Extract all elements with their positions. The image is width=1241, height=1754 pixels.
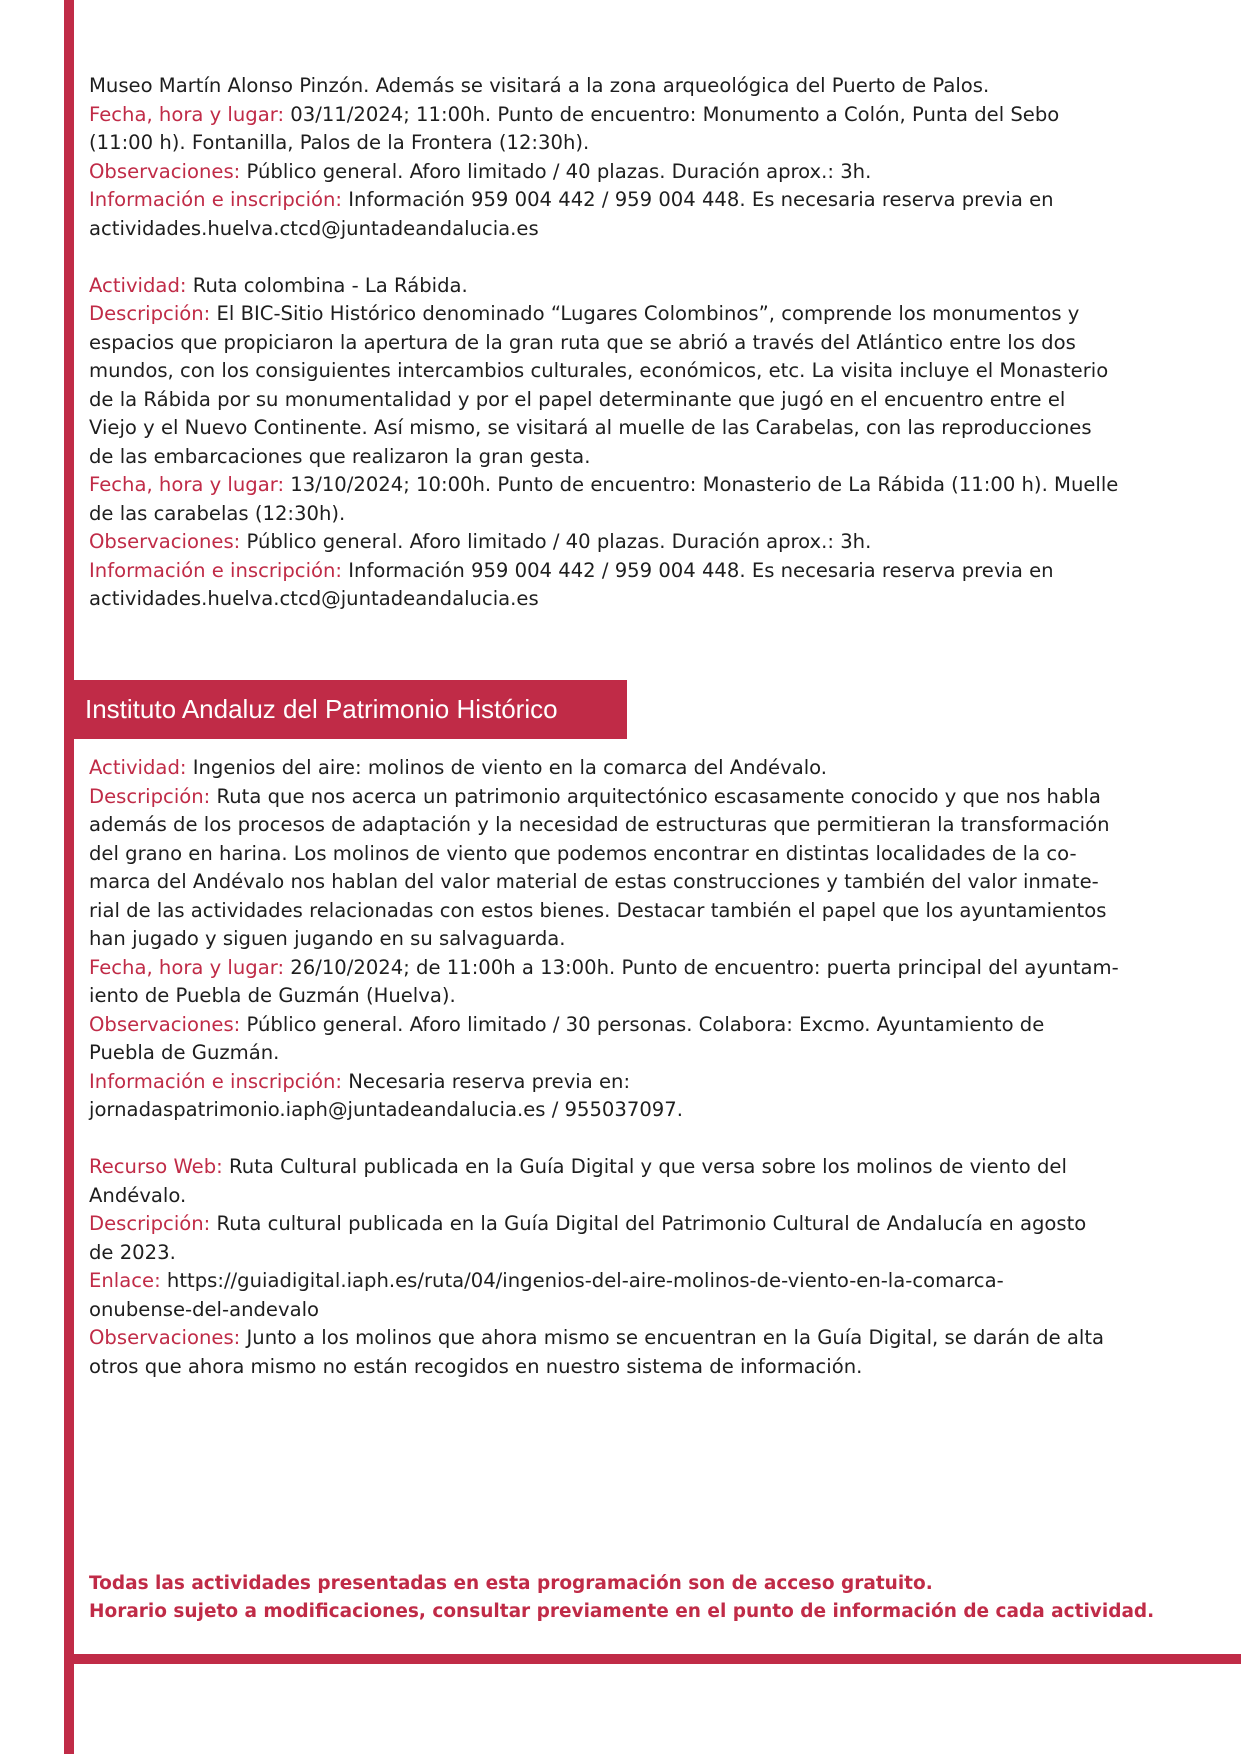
- field-label: Observaciones:: [89, 159, 241, 183]
- description-field: Descripción: Ruta cultural publicada en la Guía Digital del Patrimonio Cultural de Andalucía en agosto de 2023.: [89, 1212, 1087, 1264]
- activity-block-palos: [89, 72, 1179, 614]
- registration-field: Información e inscripción: Información 959 004 442 / 959 004 448. Es necesaria reserva previa en actividades.huelva.ctcd@juntadeandalucia.es: [89, 557, 1179, 614]
- registration-field: Información e inscripción: Información 959 004 442 / 959 004 448. Es necesaria reserva previa en actividades.huelva.ctcd@juntadeandalucia.es: [89, 186, 1179, 243]
- field-label: Información e inscripción:: [89, 1069, 343, 1093]
- field-label: Actividad:: [89, 756, 187, 779]
- free-access-note: Todas las actividades presentadas en esta programación son de acceso gratuito.: [89, 1573, 933, 1594]
- description-field: Descripción: Ruta que nos acerca un patrimonio arquitectónico escasamente conocido y que nos habla además de los procesos de adaptación y la necesidad de estructuras que permitieran la transformación del grano en harina. Los molinos de viento que podemos encontrar en distintas localidades de la co- marca del Andévalo nos hablan del valor material de estas construcciones y también del valor inmate- rial de las actividades relacionadas con estos bienes. Destacar también el papel que los ayuntamientos han jugado y siguen jugando en su salvaguarda.: [89, 784, 1110, 950]
- footer-notice: [89, 1570, 1189, 1626]
- field-label: Observaciones:: [89, 1326, 241, 1349]
- observations-field: Observaciones: Público general. Aforo limitado / 40 plazas. Duración aprox.: 3h.: [89, 159, 872, 183]
- activity-block-iaph: [89, 754, 1179, 1381]
- continuation-text: Museo Martín Alonso Pinzón. Además se visitará a la zona arqueológica del Puerto de Palos.: [89, 74, 990, 97]
- field-label: Descripción:: [89, 1212, 211, 1235]
- field-label: Recurso Web:: [89, 1155, 223, 1178]
- section-title-iaph: Instituto Andaluz del Patrimonio Histórico: [64, 680, 627, 739]
- left-accent-bar: [64, 0, 74, 1754]
- field-label: Descripción:: [89, 784, 211, 808]
- field-label: Observaciones:: [89, 530, 241, 553]
- field-label: Fecha, hora y lugar:: [89, 955, 285, 979]
- field-label: Fecha, hora y lugar:: [89, 102, 285, 126]
- observations-field: Observaciones: Público general. Aforo limitado / 30 personas. Colabora: Excmo. Ayuntamiento de Puebla de Guzmán.: [89, 1012, 1045, 1064]
- field-label: Actividad:: [89, 273, 187, 297]
- schedule-field: Fecha, hora y lugar: 26/10/2024; de 11:00h a 13:00h. Punto de encuentro: puerta principal del ayuntam- iento de Puebla de Guzmán (Huelva).: [89, 955, 1119, 1007]
- schedule-field: Fecha, hora y lugar: 03/11/2024; 11:00h. Punto de encuentro: Monumento a Colón, Punta del Sebo (11:00 h). Fontanilla, Palos de la Frontera (12:30h).: [89, 102, 1060, 154]
- field-label: Fecha, hora y lugar:: [89, 473, 285, 496]
- description-field: Descripción: El BIC-Sitio Histórico denominado “Lugares Colombinos”, comprende los monumentos y espacios que propiciaron la apertura de la gran ruta que se abrió a través del Atlántico entre los dos mundos, con los consiguientes intercambios culturales, económicos, etc. La visita incluye el Monasterio de la Rábida por su monumentalidad y por el papel determinante que jugó en el encuentro entre el Viejo y el Nuevo Continente. Así mismo, se visitará al muelle de las Carabelas, con las reproducciones de las embarcaciones que realizaron la gran gesta.: [89, 302, 1109, 468]
- email-link[interactable]: jornadaspatrimonio.iaph@juntadeandalucia.es / 955037097.: [89, 1098, 683, 1121]
- bottom-accent-rule: [64, 1654, 1241, 1664]
- activity-field: Actividad: Ruta colombina - La Rábida.: [89, 273, 468, 297]
- registration-field: Información e inscripción: Necesaria reserva previa en: jornadaspatrimonio.iaph@juntadeandalucia.es / 955037097.: [89, 1068, 1179, 1125]
- url-link-cont[interactable]: onubense-del-andevalo: [89, 1297, 320, 1321]
- field-label: Enlace:: [89, 1269, 161, 1292]
- field-label: Información e inscripción:: [89, 558, 343, 582]
- web-resource-field: Recurso Web: Ruta Cultural publicada en la Guía Digital y que versa sobre los molinos de viento del Andévalo.: [89, 1155, 1067, 1207]
- email-link[interactable]: actividades.huelva.ctcd@juntadeandalucia.es: [89, 216, 539, 240]
- activity-field: Actividad: Ingenios del aire: molinos de viento en la comarca del Andévalo.: [89, 756, 828, 779]
- field-label: Información e inscripción:: [89, 188, 343, 211]
- link-field: [89, 1267, 1179, 1324]
- schedule-disclaimer: Horario sujeto a modificaciones, consultar previamente en el punto de información de cada actividad.: [89, 1601, 1155, 1622]
- url-link[interactable]: https://guiadigital.iaph.es/ruta/04/ingenios-del-aire-molinos-de-viento-en-la-comarca-: [160, 1269, 1004, 1292]
- field-label: Descripción:: [89, 302, 211, 325]
- observations-field: Observaciones: Público general. Aforo limitado / 40 plazas. Duración aprox.: 3h.: [89, 530, 872, 553]
- observations-field: Observaciones: Junto a los molinos que ahora mismo se encuentran en la Guía Digital, se darán de alta otros que ahora mismo no están recogidos en nuestro sistema de información.: [89, 1326, 1105, 1378]
- email-link[interactable]: actividades.huelva.ctcd@juntadeandalucia.es: [89, 587, 539, 610]
- field-label: Observaciones:: [89, 1012, 241, 1036]
- schedule-field: Fecha, hora y lugar: 13/10/2024; 10:00h. Punto de encuentro: Monasterio de La Rábida (11:00 h). Muelle de las carabelas (12:30h).: [89, 473, 1119, 525]
